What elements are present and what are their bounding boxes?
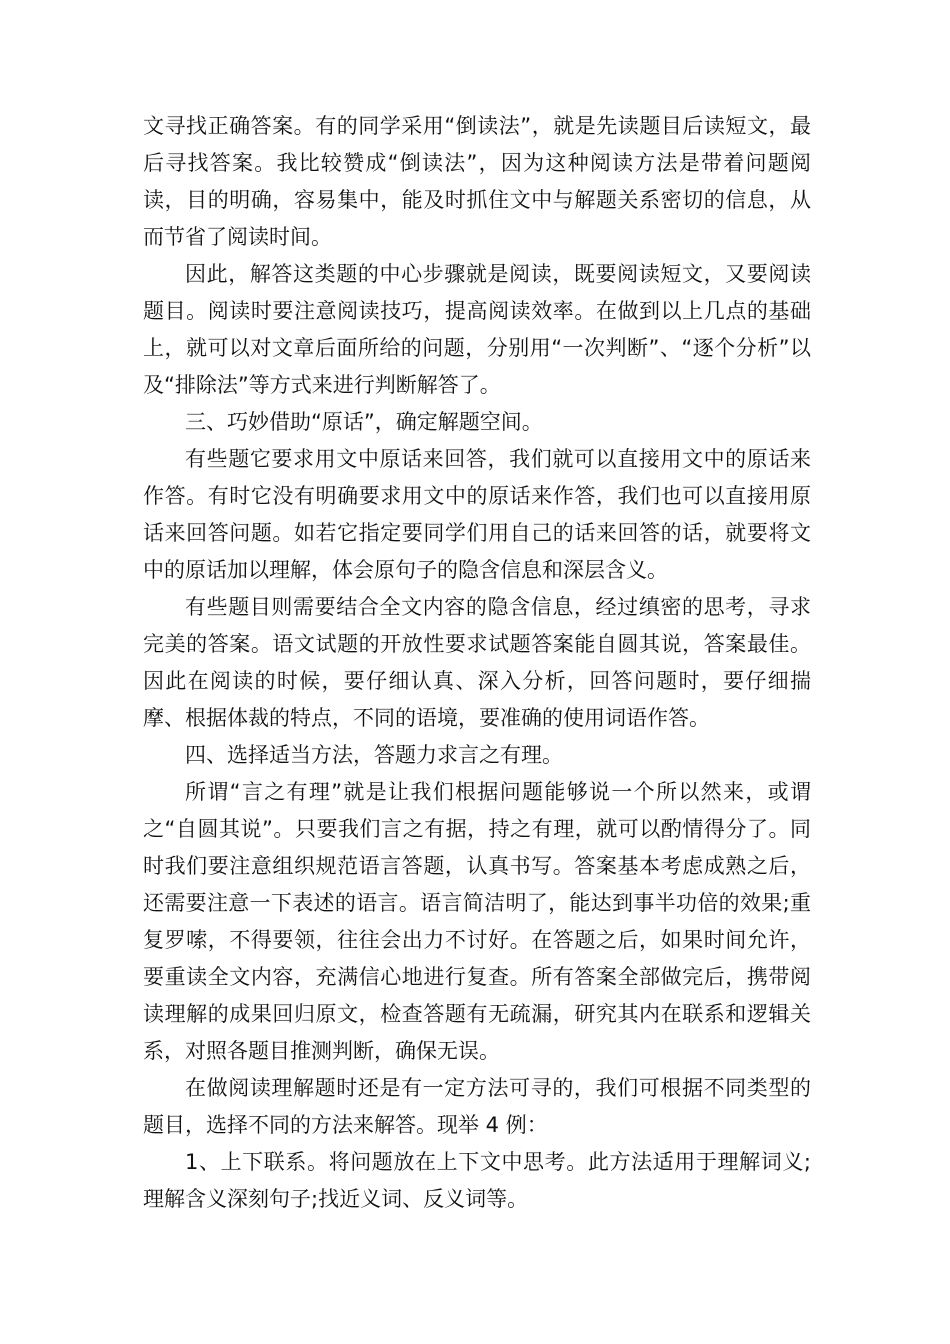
paragraph-reading-steps: 因此，解答这类题的中心步骤就是阅读，既要阅读短文，又要阅读题目。阅读时要注意阅读技巧，提高阅读效率。在做到以上几点的基础上，就可以对文章后面所给的问题，分别用“一次判断”、“逐个分析”以及“排除法”等方式来进行判断解答了。 [143, 262, 811, 397]
section-heading-4: 四、选择适当方法，答题力求言之有理。 [185, 743, 563, 767]
paragraph-methods-intro: 在做阅读理解题时还是有一定方法可寻的，我们可根据不同类型的题目，选择不同的方法来解答。现举 4 例： [143, 1076, 811, 1137]
paragraph-method-1: 1、上下联系。将问题放在上下文中思考。此方法适用于理解词义;理解含义深刻句子;找近义词、反义词等。 [143, 1150, 811, 1211]
paragraph-continuation: 文寻找正确答案。有的同学采用“倒读法”，就是先读题目后读短文，最后寻找答案。我比较赞成“倒读法”，因为这种阅读方法是带着问题阅读，目的明确，容易集中，能及时抓住文中与解题关系密切的信息，从而节省了阅读时间。 [143, 114, 811, 249]
section-heading-3: 三、巧妙借助“原话”，确定解题空间。 [185, 410, 543, 434]
paragraph-implied-info: 有些题目则需要结合全文内容的隐含信息，经过缜密的思考，寻求完美的答案。语文试题的开放性要求试题答案能自圆其说，答案最佳。因此在阅读的时候，要仔细认真、深入分析，回答问题时，要仔细揣摩、根据体裁的特点，不同的语境，要准确的使用词语作答。 [143, 595, 811, 730]
paragraph-original-words: 有些题它要求用文中原话来回答，我们就可以直接用文中的原话来作答。有时它没有明确要求用文中的原话来作答，我们也可以直接用原话来回答问题。如若它指定要同学们用自己的话来回答的话，就要将文中的原话加以理解，体会原句子的隐含信息和深层含义。 [143, 447, 811, 582]
document-body [143, 108, 811, 1218]
paragraph-reasoned-answers: 所谓“言之有理”就是让我们根据问题能够说一个所以然来，或谓之“自圆其说”。只要我们言之有据，持之有理，就可以酌情得分了。同时我们要注意组织规范语言答题，认真书写。答案基本考虑成熟之后，还需要注意一下表述的语言。语言简洁明了，能达到事半功倍的效果;重复罗嗦，不得要领，往往会出力不讨好。在答题之后，如果时间允许，要重读全文内容，充满信心地进行复查。所有答案全部做完后，携带阅读理解的成果回归原文，检查答题有无疏漏，研究其内在联系和逻辑关系，对照各题目推测判断，确保无误。 [143, 780, 811, 1063]
